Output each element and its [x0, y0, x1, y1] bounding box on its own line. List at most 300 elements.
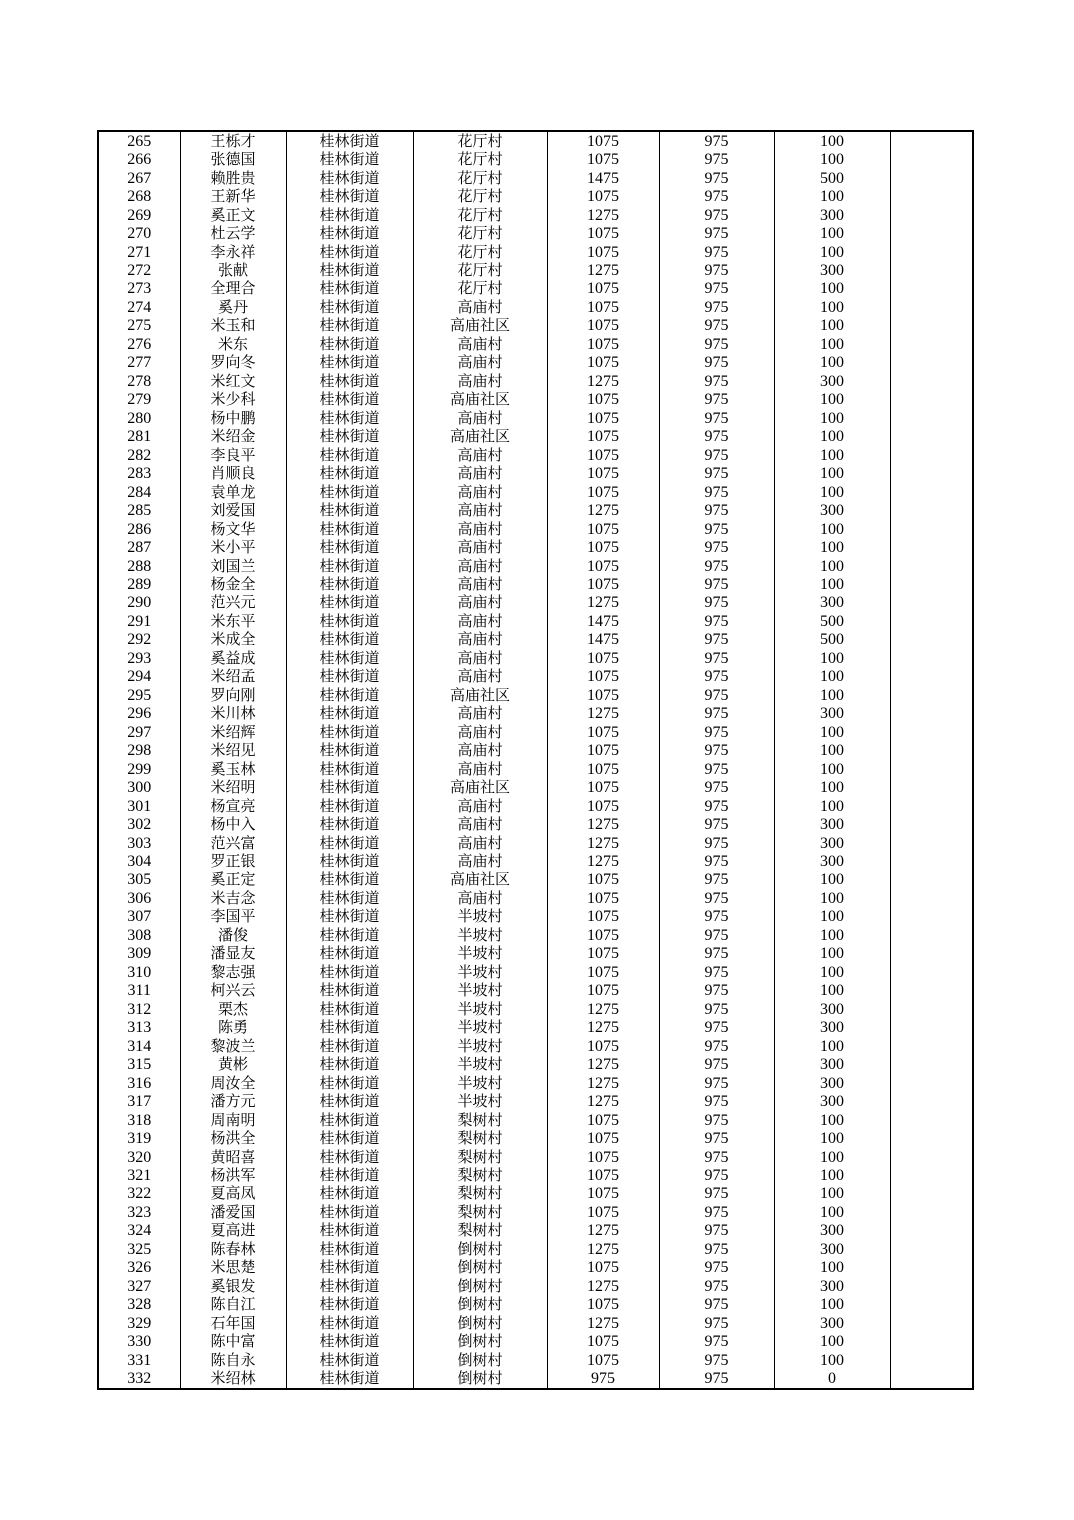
village-cell: 倒树村	[413, 1351, 547, 1369]
amount-c-cell: 100	[774, 797, 890, 815]
amount-a-cell: 1075	[547, 354, 659, 372]
amount-c-cell: 100	[774, 224, 890, 242]
village-cell: 梨树村	[413, 1129, 547, 1147]
village-cell: 高庙村	[413, 594, 547, 612]
village-cell: 倒树村	[413, 1240, 547, 1258]
amount-b-cell: 975	[659, 963, 774, 981]
amount-a-cell: 1075	[547, 1166, 659, 1184]
row-number-cell: 305	[98, 871, 180, 889]
street-cell: 桂林街道	[286, 963, 413, 981]
amount-c-cell: 300	[774, 594, 890, 612]
street-cell: 桂林街道	[286, 945, 413, 963]
village-cell: 高庙村	[413, 889, 547, 907]
note-cell	[890, 261, 973, 279]
amount-b-cell: 975	[659, 1332, 774, 1350]
amount-b-cell: 975	[659, 483, 774, 501]
village-cell: 高庙村	[413, 298, 547, 316]
street-cell: 桂林街道	[286, 982, 413, 1000]
person-name-cell: 潘方元	[180, 1092, 286, 1110]
amount-c-cell: 100	[774, 649, 890, 667]
amount-b-cell: 975	[659, 520, 774, 538]
village-cell: 半坡村	[413, 1019, 547, 1037]
note-cell	[890, 169, 973, 187]
village-cell: 花厅村	[413, 131, 547, 150]
person-name-cell: 米川林	[180, 705, 286, 723]
person-name-cell: 米绍金	[180, 428, 286, 446]
amount-b-cell: 975	[659, 1369, 774, 1388]
note-cell	[890, 1240, 973, 1258]
note-cell	[890, 575, 973, 593]
street-cell: 桂林街道	[286, 797, 413, 815]
amount-c-cell: 500	[774, 612, 890, 630]
village-cell: 梨树村	[413, 1203, 547, 1221]
amount-c-cell: 100	[774, 1111, 890, 1129]
note-cell	[890, 206, 973, 224]
table-row	[98, 464, 973, 482]
amount-c-cell: 100	[774, 778, 890, 796]
table-row	[98, 649, 973, 667]
row-number-cell: 282	[98, 446, 180, 464]
amount-a-cell: 1075	[547, 224, 659, 242]
amount-c-cell: 100	[774, 446, 890, 464]
table-row	[98, 982, 973, 1000]
table-row	[98, 483, 973, 501]
person-name-cell: 米小平	[180, 538, 286, 556]
amount-a-cell: 1075	[547, 1129, 659, 1147]
amount-a-cell: 1275	[547, 261, 659, 279]
note-cell	[890, 945, 973, 963]
row-number-cell: 269	[98, 206, 180, 224]
amount-b-cell: 975	[659, 224, 774, 242]
row-number-cell: 309	[98, 945, 180, 963]
amount-a-cell: 1275	[547, 815, 659, 833]
person-name-cell: 米绍辉	[180, 723, 286, 741]
row-number-cell: 297	[98, 723, 180, 741]
table-row	[98, 834, 973, 852]
amount-b-cell: 975	[659, 631, 774, 649]
street-cell: 桂林街道	[286, 243, 413, 261]
street-cell: 桂林街道	[286, 557, 413, 575]
amount-c-cell: 100	[774, 575, 890, 593]
table-row	[98, 631, 973, 649]
note-cell	[890, 1111, 973, 1129]
amount-a-cell: 1075	[547, 131, 659, 150]
amount-b-cell: 975	[659, 1296, 774, 1314]
street-cell: 桂林街道	[286, 501, 413, 519]
amount-c-cell: 100	[774, 982, 890, 1000]
person-name-cell: 米绍见	[180, 741, 286, 759]
village-cell: 梨树村	[413, 1111, 547, 1129]
person-name-cell: 奚益成	[180, 649, 286, 667]
person-name-cell: 奚银发	[180, 1277, 286, 1295]
note-cell	[890, 741, 973, 759]
street-cell: 桂林街道	[286, 631, 413, 649]
row-number-cell: 284	[98, 483, 180, 501]
amount-a-cell: 1075	[547, 668, 659, 686]
amount-c-cell: 100	[774, 889, 890, 907]
street-cell: 桂林街道	[286, 483, 413, 501]
person-name-cell: 杨洪军	[180, 1166, 286, 1184]
street-cell: 桂林街道	[286, 852, 413, 870]
amount-b-cell: 975	[659, 1277, 774, 1295]
table-row	[98, 575, 973, 593]
amount-a-cell: 1075	[547, 409, 659, 427]
row-number-cell: 324	[98, 1222, 180, 1240]
amount-c-cell: 100	[774, 871, 890, 889]
person-name-cell: 李良平	[180, 446, 286, 464]
amount-a-cell: 1075	[547, 1148, 659, 1166]
table-row	[98, 1277, 973, 1295]
table-row	[98, 206, 973, 224]
roster-body	[98, 131, 973, 1389]
amount-c-cell: 100	[774, 926, 890, 944]
person-name-cell: 柯兴云	[180, 982, 286, 1000]
note-cell	[890, 372, 973, 390]
table-row	[98, 1314, 973, 1332]
amount-c-cell: 100	[774, 280, 890, 298]
row-number-cell: 277	[98, 354, 180, 372]
amount-b-cell: 975	[659, 335, 774, 353]
amount-c-cell: 100	[774, 741, 890, 759]
village-cell: 梨树村	[413, 1166, 547, 1184]
village-cell: 高庙村	[413, 354, 547, 372]
amount-c-cell: 300	[774, 501, 890, 519]
village-cell: 半坡村	[413, 926, 547, 944]
amount-c-cell: 500	[774, 169, 890, 187]
amount-b-cell: 975	[659, 1259, 774, 1277]
person-name-cell: 全理合	[180, 280, 286, 298]
note-cell	[890, 926, 973, 944]
street-cell: 桂林街道	[286, 1055, 413, 1073]
row-number-cell: 267	[98, 169, 180, 187]
table-row	[98, 1074, 973, 1092]
amount-b-cell: 975	[659, 131, 774, 150]
note-cell	[890, 1000, 973, 1018]
person-name-cell: 米吉念	[180, 889, 286, 907]
amount-b-cell: 975	[659, 1148, 774, 1166]
table-row	[98, 1129, 973, 1147]
table-row	[98, 298, 973, 316]
row-number-cell: 304	[98, 852, 180, 870]
amount-c-cell: 100	[774, 1166, 890, 1184]
amount-c-cell: 100	[774, 150, 890, 168]
street-cell: 桂林街道	[286, 778, 413, 796]
village-cell: 倒树村	[413, 1332, 547, 1350]
person-name-cell: 米玉和	[180, 317, 286, 335]
amount-a-cell: 1075	[547, 446, 659, 464]
row-number-cell: 295	[98, 686, 180, 704]
amount-b-cell: 975	[659, 723, 774, 741]
amount-c-cell: 300	[774, 1000, 890, 1018]
note-cell	[890, 612, 973, 630]
person-name-cell: 陈中富	[180, 1332, 286, 1350]
person-name-cell: 奚玉林	[180, 760, 286, 778]
person-name-cell: 米少科	[180, 391, 286, 409]
row-number-cell: 317	[98, 1092, 180, 1110]
table-row	[98, 1296, 973, 1314]
table-row	[98, 815, 973, 833]
amount-b-cell: 975	[659, 778, 774, 796]
amount-c-cell: 100	[774, 557, 890, 575]
note-cell	[890, 1185, 973, 1203]
amount-c-cell: 100	[774, 1296, 890, 1314]
note-cell	[890, 1332, 973, 1350]
amount-b-cell: 975	[659, 852, 774, 870]
village-cell: 高庙村	[413, 631, 547, 649]
note-cell	[890, 778, 973, 796]
amount-c-cell: 100	[774, 668, 890, 686]
village-cell: 高庙社区	[413, 778, 547, 796]
row-number-cell: 274	[98, 298, 180, 316]
village-cell: 高庙村	[413, 668, 547, 686]
person-name-cell: 王新华	[180, 187, 286, 205]
amount-c-cell: 100	[774, 1148, 890, 1166]
note-cell	[890, 649, 973, 667]
village-cell: 梨树村	[413, 1185, 547, 1203]
village-cell: 花厅村	[413, 261, 547, 279]
amount-a-cell: 1075	[547, 1037, 659, 1055]
table-row	[98, 926, 973, 944]
amount-b-cell: 975	[659, 1074, 774, 1092]
person-name-cell: 栗杰	[180, 1000, 286, 1018]
amount-c-cell: 100	[774, 483, 890, 501]
amount-a-cell: 1075	[547, 778, 659, 796]
note-cell	[890, 428, 973, 446]
table-row	[98, 280, 973, 298]
amount-b-cell: 975	[659, 815, 774, 833]
amount-a-cell: 975	[547, 1369, 659, 1388]
amount-c-cell: 100	[774, 1185, 890, 1203]
street-cell: 桂林街道	[286, 594, 413, 612]
table-row	[98, 612, 973, 630]
row-number-cell: 288	[98, 557, 180, 575]
amount-b-cell: 975	[659, 926, 774, 944]
note-cell	[890, 1222, 973, 1240]
amount-b-cell: 975	[659, 889, 774, 907]
note-cell	[890, 187, 973, 205]
amount-c-cell: 100	[774, 1332, 890, 1350]
village-cell: 高庙村	[413, 612, 547, 630]
street-cell: 桂林街道	[286, 224, 413, 242]
amount-c-cell: 100	[774, 520, 890, 538]
note-cell	[890, 668, 973, 686]
note-cell	[890, 686, 973, 704]
person-name-cell: 刘爱国	[180, 501, 286, 519]
amount-b-cell: 975	[659, 945, 774, 963]
note-cell	[890, 446, 973, 464]
note-cell	[890, 723, 973, 741]
street-cell: 桂林街道	[286, 1092, 413, 1110]
note-cell	[890, 889, 973, 907]
row-number-cell: 279	[98, 391, 180, 409]
note-cell	[890, 280, 973, 298]
village-cell: 高庙村	[413, 797, 547, 815]
amount-c-cell: 100	[774, 1203, 890, 1221]
village-cell: 高庙村	[413, 501, 547, 519]
amount-c-cell: 0	[774, 1369, 890, 1388]
amount-a-cell: 1075	[547, 889, 659, 907]
note-cell	[890, 224, 973, 242]
street-cell: 桂林街道	[286, 889, 413, 907]
note-cell	[890, 1314, 973, 1332]
note-cell	[890, 298, 973, 316]
note-cell	[890, 501, 973, 519]
person-name-cell: 罗向冬	[180, 354, 286, 372]
street-cell: 桂林街道	[286, 1332, 413, 1350]
village-cell: 高庙村	[413, 464, 547, 482]
person-name-cell: 刘国兰	[180, 557, 286, 575]
street-cell: 桂林街道	[286, 131, 413, 150]
street-cell: 桂林街道	[286, 1259, 413, 1277]
street-cell: 桂林街道	[286, 686, 413, 704]
person-name-cell: 黎志强	[180, 963, 286, 981]
note-cell	[890, 1277, 973, 1295]
amount-a-cell: 1075	[547, 280, 659, 298]
row-number-cell: 281	[98, 428, 180, 446]
amount-a-cell: 1075	[547, 1185, 659, 1203]
street-cell: 桂林街道	[286, 409, 413, 427]
amount-a-cell: 1075	[547, 686, 659, 704]
amount-c-cell: 100	[774, 335, 890, 353]
village-cell: 半坡村	[413, 1092, 547, 1110]
amount-a-cell: 1075	[547, 1296, 659, 1314]
amount-a-cell: 1075	[547, 649, 659, 667]
amount-b-cell: 975	[659, 686, 774, 704]
amount-c-cell: 300	[774, 1277, 890, 1295]
row-number-cell: 287	[98, 538, 180, 556]
amount-c-cell: 300	[774, 1314, 890, 1332]
person-name-cell: 黄昭喜	[180, 1148, 286, 1166]
note-cell	[890, 335, 973, 353]
table-row	[98, 1111, 973, 1129]
row-number-cell: 322	[98, 1185, 180, 1203]
person-name-cell: 潘爱国	[180, 1203, 286, 1221]
amount-c-cell: 100	[774, 1129, 890, 1147]
village-cell: 高庙村	[413, 723, 547, 741]
table-row	[98, 261, 973, 279]
amount-b-cell: 975	[659, 1000, 774, 1018]
amount-b-cell: 975	[659, 1166, 774, 1184]
amount-a-cell: 1075	[547, 538, 659, 556]
amount-c-cell: 100	[774, 464, 890, 482]
amount-b-cell: 975	[659, 150, 774, 168]
note-cell	[890, 705, 973, 723]
table-row	[98, 1369, 973, 1388]
amount-b-cell: 975	[659, 1111, 774, 1129]
note-cell	[890, 871, 973, 889]
table-row	[98, 889, 973, 907]
table-row	[98, 317, 973, 335]
amount-c-cell: 100	[774, 686, 890, 704]
amount-c-cell: 100	[774, 131, 890, 150]
amount-b-cell: 975	[659, 1314, 774, 1332]
amount-b-cell: 975	[659, 741, 774, 759]
street-cell: 桂林街道	[286, 317, 413, 335]
village-cell: 高庙村	[413, 538, 547, 556]
street-cell: 桂林街道	[286, 1037, 413, 1055]
street-cell: 桂林街道	[286, 187, 413, 205]
street-cell: 桂林街道	[286, 705, 413, 723]
village-cell: 倒树村	[413, 1369, 547, 1388]
amount-a-cell: 1075	[547, 391, 659, 409]
village-cell: 倒树村	[413, 1314, 547, 1332]
note-cell	[890, 1074, 973, 1092]
note-cell	[890, 834, 973, 852]
street-cell: 桂林街道	[286, 1148, 413, 1166]
amount-a-cell: 1075	[547, 963, 659, 981]
village-cell: 高庙社区	[413, 686, 547, 704]
table-row	[98, 1185, 973, 1203]
row-number-cell: 280	[98, 409, 180, 427]
village-cell: 花厅村	[413, 280, 547, 298]
amount-b-cell: 975	[659, 797, 774, 815]
table-row	[98, 668, 973, 686]
street-cell: 桂林街道	[286, 1203, 413, 1221]
amount-a-cell: 1275	[547, 705, 659, 723]
note-cell	[890, 760, 973, 778]
amount-c-cell: 100	[774, 409, 890, 427]
street-cell: 桂林街道	[286, 668, 413, 686]
note-cell	[890, 150, 973, 168]
street-cell: 桂林街道	[286, 298, 413, 316]
person-name-cell: 黄彬	[180, 1055, 286, 1073]
row-number-cell: 326	[98, 1259, 180, 1277]
row-number-cell: 314	[98, 1037, 180, 1055]
person-name-cell: 米成全	[180, 631, 286, 649]
table-row	[98, 1148, 973, 1166]
person-name-cell: 潘显友	[180, 945, 286, 963]
amount-a-cell: 1275	[547, 1240, 659, 1258]
person-name-cell: 王栎才	[180, 131, 286, 150]
row-number-cell: 290	[98, 594, 180, 612]
person-name-cell: 杨中入	[180, 815, 286, 833]
village-cell: 高庙村	[413, 834, 547, 852]
person-name-cell: 陈春林	[180, 1240, 286, 1258]
amount-a-cell: 1275	[547, 1092, 659, 1110]
row-number-cell: 283	[98, 464, 180, 482]
village-cell: 高庙村	[413, 575, 547, 593]
row-number-cell: 310	[98, 963, 180, 981]
table-row	[98, 1055, 973, 1073]
amount-b-cell: 975	[659, 372, 774, 390]
table-row	[98, 538, 973, 556]
amount-c-cell: 300	[774, 1074, 890, 1092]
row-number-cell: 332	[98, 1369, 180, 1388]
village-cell: 高庙社区	[413, 871, 547, 889]
row-number-cell: 296	[98, 705, 180, 723]
note-cell	[890, 815, 973, 833]
amount-b-cell: 975	[659, 280, 774, 298]
row-number-cell: 298	[98, 741, 180, 759]
row-number-cell: 303	[98, 834, 180, 852]
village-cell: 高庙村	[413, 815, 547, 833]
row-number-cell: 312	[98, 1000, 180, 1018]
amount-c-cell: 300	[774, 852, 890, 870]
street-cell: 桂林街道	[286, 649, 413, 667]
row-number-cell: 289	[98, 575, 180, 593]
amount-b-cell: 975	[659, 169, 774, 187]
amount-b-cell: 975	[659, 1203, 774, 1221]
street-cell: 桂林街道	[286, 1222, 413, 1240]
person-name-cell: 陈自永	[180, 1351, 286, 1369]
amount-a-cell: 1075	[547, 1203, 659, 1221]
amount-b-cell: 975	[659, 206, 774, 224]
amount-c-cell: 500	[774, 631, 890, 649]
amount-a-cell: 1075	[547, 760, 659, 778]
note-cell	[890, 391, 973, 409]
person-name-cell: 李国平	[180, 908, 286, 926]
amount-c-cell: 300	[774, 1055, 890, 1073]
